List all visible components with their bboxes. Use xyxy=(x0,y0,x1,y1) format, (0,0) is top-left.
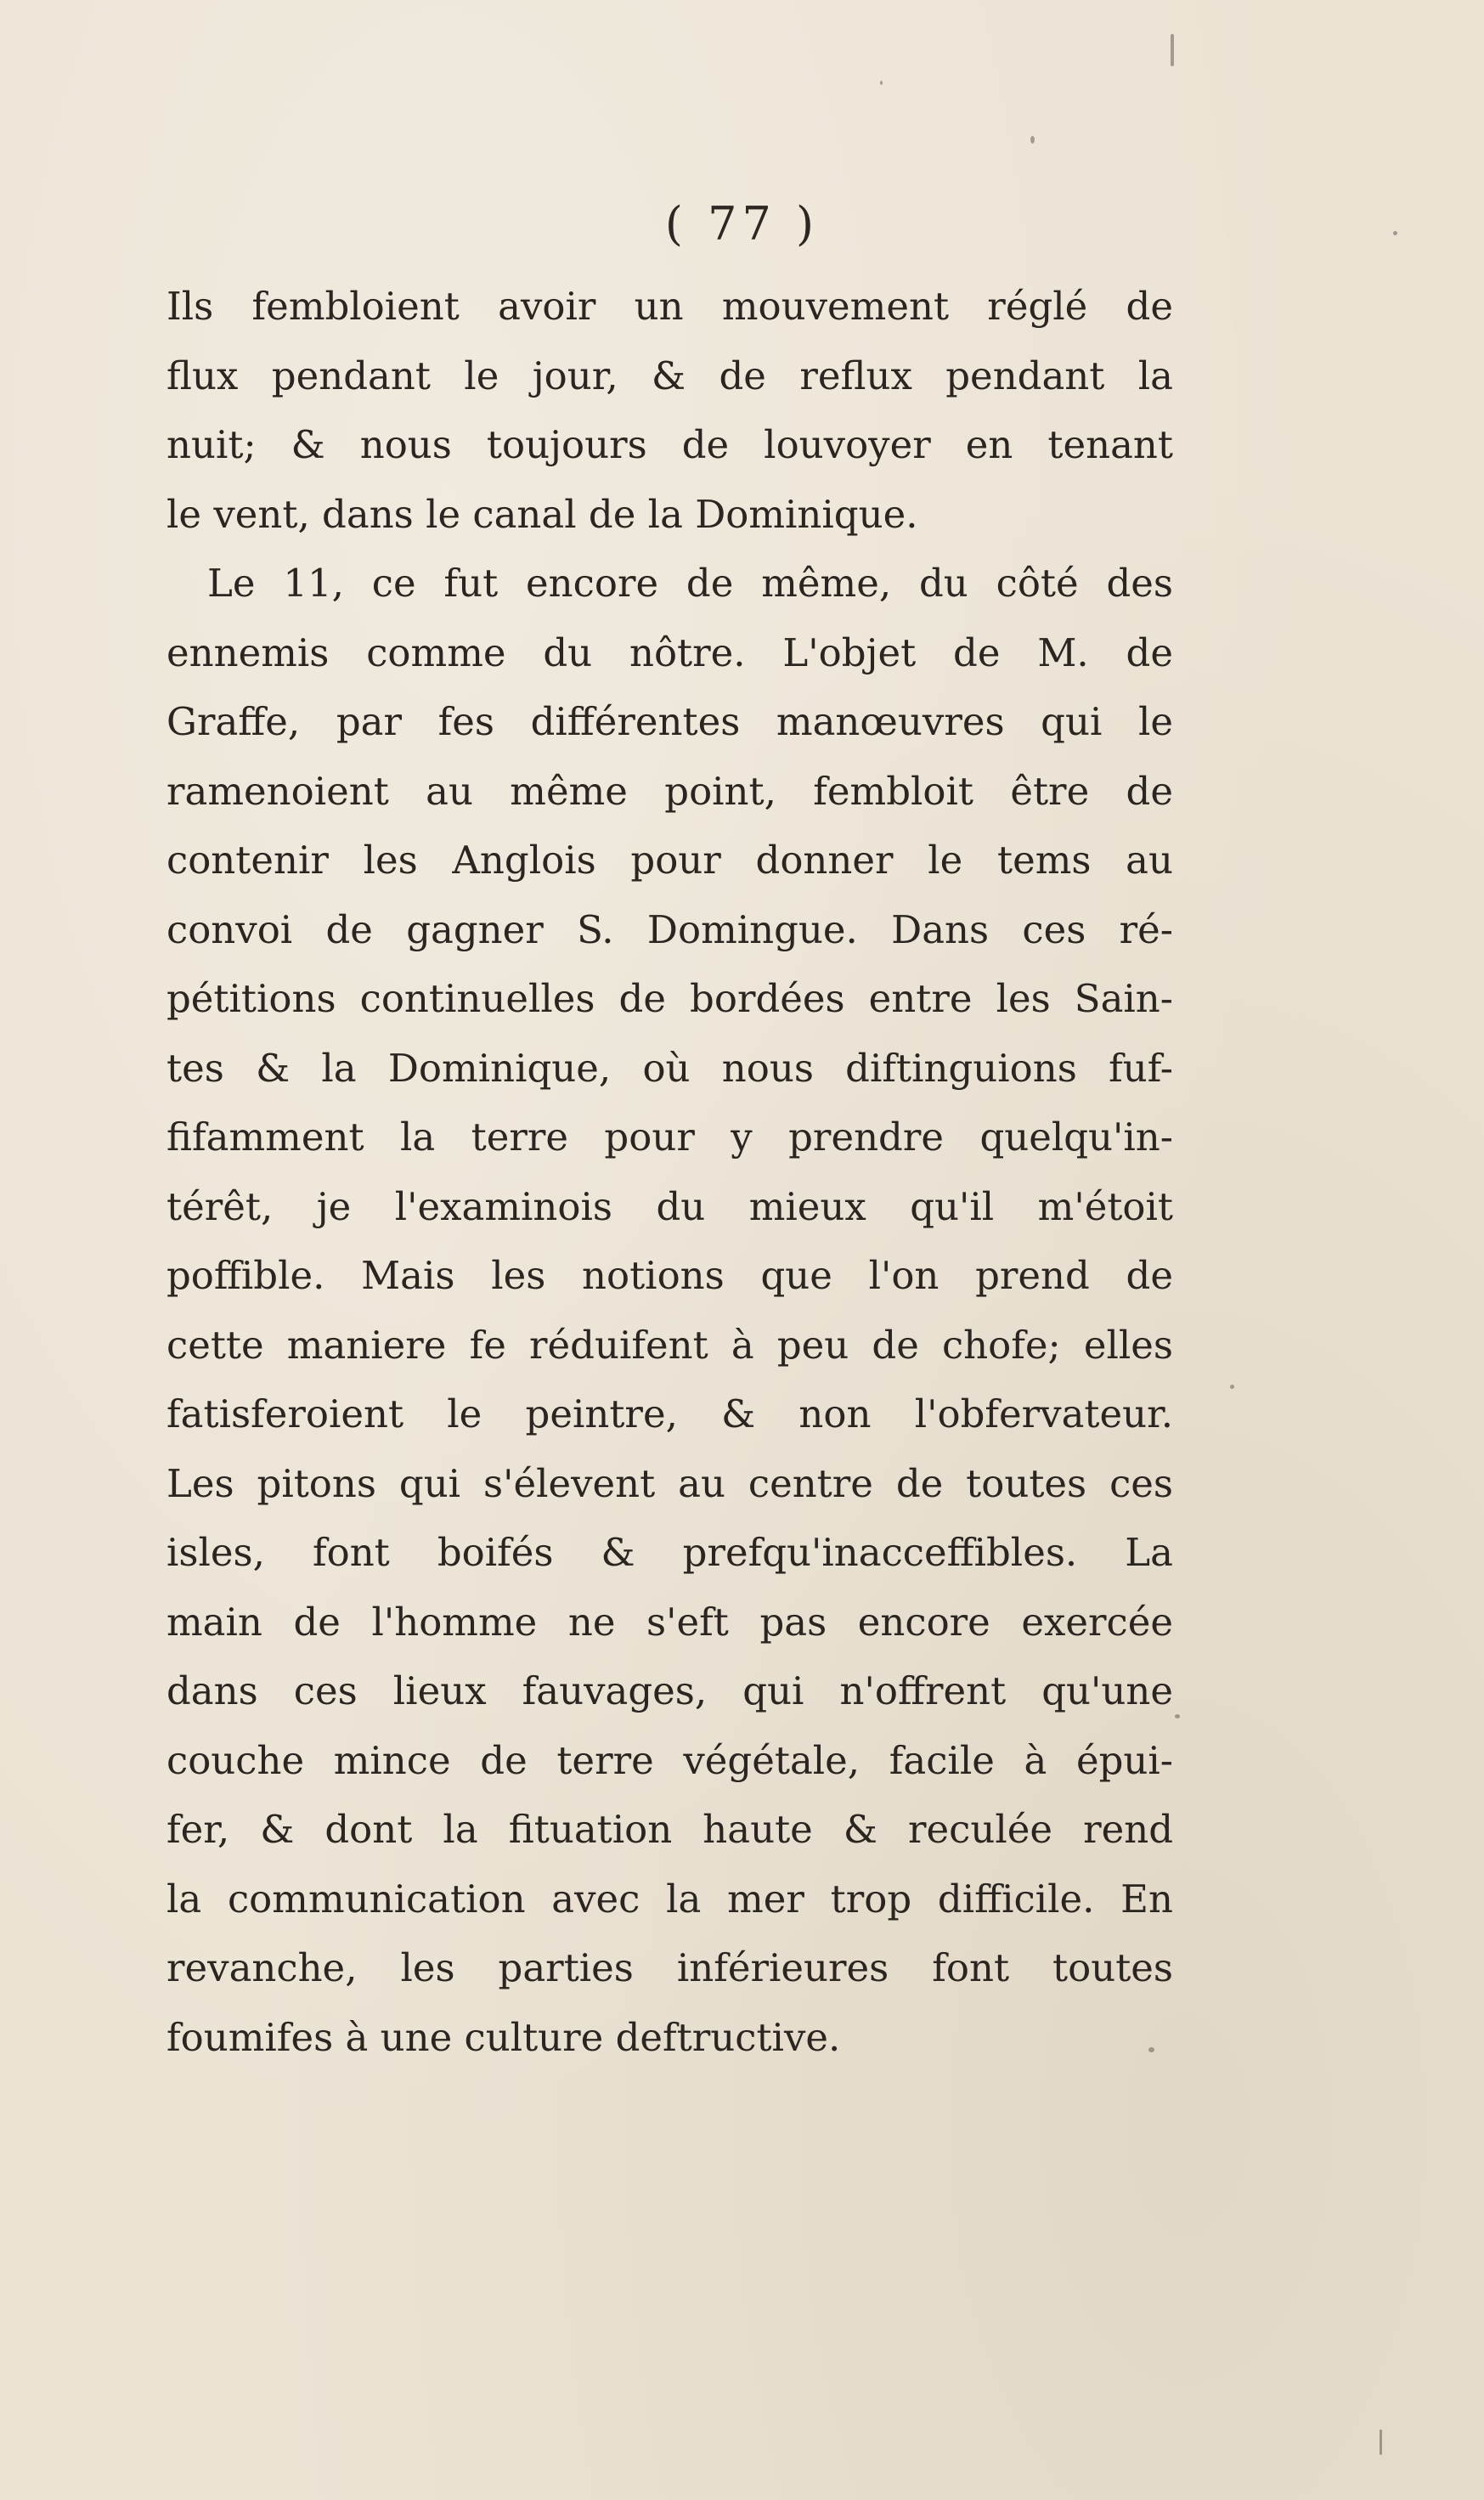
text-line: revanche, les parties inférieures font toutes xyxy=(166,1945,1173,1990)
text-line: flux pendant le jour, & de reflux pendant la xyxy=(166,353,1173,398)
text-line: térêt, je l'examinois du mieux qu'il m'étoit xyxy=(166,1183,1173,1229)
text-line: fatisferoient le peintre, & non l'obfervateur. xyxy=(166,1391,1173,1436)
text-line: tes & la Dominique, où nous diftinguions fuf- xyxy=(166,1045,1173,1091)
text-line: la communication avec la mer trop difficile. En xyxy=(166,1876,1173,1922)
text-line: fifamment la terre pour y prendre quelqu'in- xyxy=(166,1115,1173,1160)
text-line: dans ces lieux fauvages, qui n'offrent qu'une xyxy=(166,1668,1173,1713)
text-line: ennemis comme du nôtre. L'objet de M. de xyxy=(166,629,1173,675)
text-line: isles, font boifés & prefqu'inacceffibles. La xyxy=(166,1530,1173,1575)
text-line: le vent, dans le canal de la Dominique. xyxy=(166,491,918,537)
text-line: Le 11, ce fut encore de même, du côté des xyxy=(207,561,1173,606)
text-line: foumifes à une culture deftructive. xyxy=(166,2014,841,2060)
body-text xyxy=(166,272,1173,2072)
text-line: main de l'homme ne s'eft pas encore exercée xyxy=(166,1599,1173,1645)
text-line: fer, & dont la fituation haute & reculée rend xyxy=(166,1807,1173,1852)
text-line: nuit; & nous toujours de louvoyer en tenant xyxy=(166,422,1173,467)
text-line: Les pitons qui s'élevent au centre de toutes ces xyxy=(166,1460,1173,1506)
text-line: Ils fembloient avoir un mouvement réglé de xyxy=(166,284,1173,329)
page-number: ( 77 ) xyxy=(664,197,820,251)
text-line: ramenoient au même point, fembloit être de xyxy=(166,768,1173,814)
text-line: convoi de gagner S. Domingue. Dans ces ré- xyxy=(166,906,1173,952)
text-line: poffible. Mais les notions que l'on prend de xyxy=(166,1253,1173,1298)
text-line: contenir les Anglois pour donner le tems au xyxy=(166,838,1173,883)
text-line: cette maniere fe réduifent à peu de chofe; elles xyxy=(166,1322,1173,1368)
text-line: Graffe, par fes différentes manœuvres qui le xyxy=(166,699,1173,744)
text-line: pétitions continuelles de bordées entre les Sain- xyxy=(166,976,1173,1021)
text-line: couche mince de terre végétale, facile à épui- xyxy=(166,1737,1173,1783)
